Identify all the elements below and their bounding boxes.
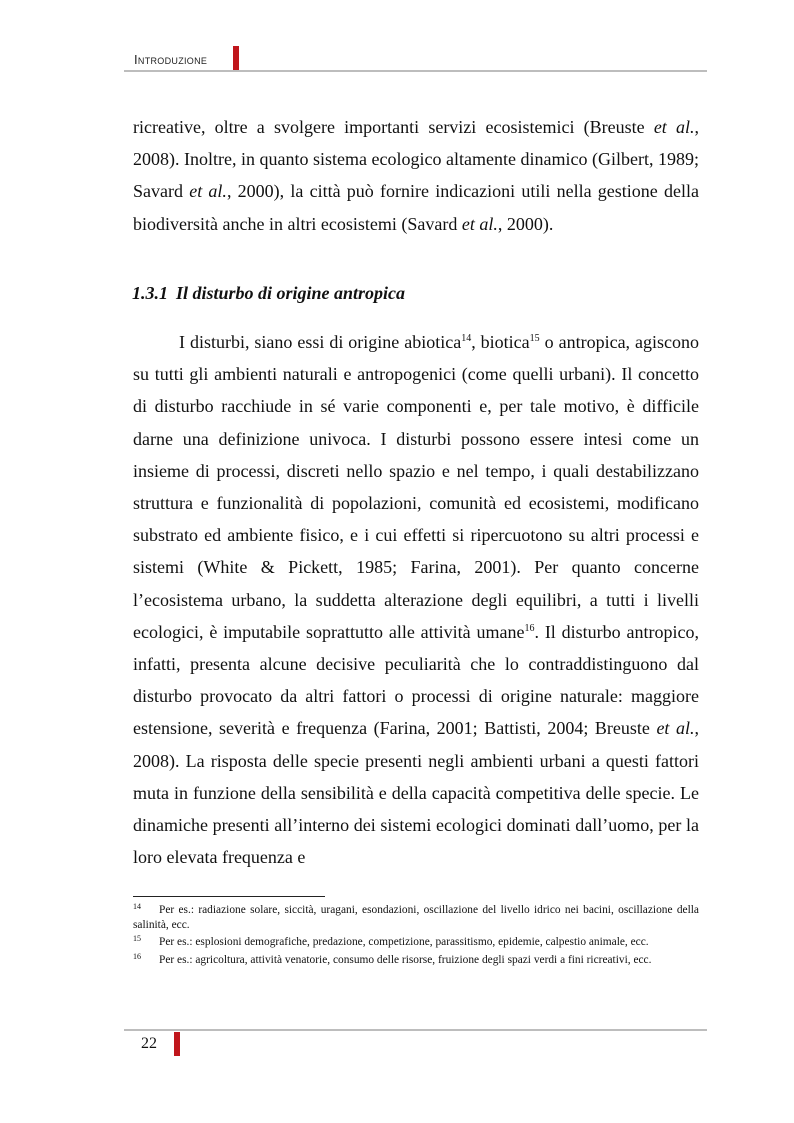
- header-accent-bar: [233, 46, 239, 70]
- footnote-item: [133, 953, 699, 968]
- section-title: Il disturbo di origine antropica: [176, 283, 406, 303]
- footnote-ref-16[interactable]: 16: [524, 622, 535, 634]
- footnote-mark: 16: [133, 951, 141, 961]
- footnote-mark: 15: [133, 934, 141, 944]
- footer-rule: [124, 1029, 707, 1031]
- footer-accent-bar: [174, 1032, 180, 1056]
- footnote-item: [133, 903, 699, 933]
- header-rule: [124, 70, 707, 72]
- footnote-item: [133, 935, 699, 950]
- page-number: 22: [141, 1035, 157, 1052]
- footnote-mark: 14: [133, 902, 141, 911]
- footnote-text: Per es.: agricoltura, attività venatorie, consumo delle risorse, fruizione degli spazi verdi a fini ricreativi, ecc.: [159, 953, 652, 966]
- body-paragraph-1: ricreative, oltre a svolgere importanti servizi ecosistemici (Breuste et al., 2008). Inoltre, in quanto sistema ecologico altamente dinamico (Gilbert, 1989; Savard et al., 2000), la città può fornire indicazioni utili nella gestione della biodiversità anche in altri ecosistemi (Savard et al., 2000).: [133, 117, 699, 234]
- running-header: Introduzione: [134, 52, 208, 67]
- footnote-text: Per es.: radiazione solare, siccità, uragani, esondazioni, oscillazione del livello idrico nei bacini, oscillazione della salinità, ecc.: [133, 904, 699, 932]
- body-paragraph-2: I disturbi, siano essi di origine abiotica$^{14}$, biotica$^{15}$ o antropica, agiscono su tutti gli ambienti naturali e antropogenici (come quelli urbani). Il concetto di disturbo racchiude in sé varie componenti e, per tale motivo, è difficile darne una definizione univoca. I disturbi possono essere intesi come un insieme di processi, discreti nello spazio e nel tempo, i quali destabilizzano struttura e funzionalità di popolazioni, comunità ed ecosistemi, modificano substrato ed ambiente fisico, e i cui effetti si ripercuotono su altri processi e sistemi (White & Pickett, 1985; Farina, 2001). Per quanto concerne l’ecosistema urbano, la suddetta alterazione degli equilibri, a tutti i livelli ecologici, è imputabile soprattutto alle attività umane$^{16}$. Il disturbo antropico, infatti, presenta alcune decisive peculiarità che lo contraddistinguono dal disturbo provocato da altri fattori o processi di origine naturale: maggiore estensione, severità e frequenza (Farina, 2001; Battisti, 2004; Breuste et al., 2008). La risposta delle specie presenti negli ambienti urbani a questi fattori muta in funzione della sensibilità e della capacità competitiva delle specie. Le dinamiche presenti all’interno dei sistemi ecologici dominati dall’uomo, per la loro elevata frequenza e: [133, 332, 700, 868]
- footnotes: [133, 903, 699, 970]
- section-number: 1.3.1: [132, 283, 168, 303]
- footnote-text: Per es.: esplosioni demografiche, predazione, competizione, parassitismo, epidemie, calpestio animale, ecc.: [159, 936, 649, 949]
- footnote-ref-14[interactable]: 14: [461, 333, 472, 344]
- footnote-separator: [133, 896, 325, 897]
- footnote-ref-15[interactable]: 15: [529, 333, 540, 344]
- section-heading: [132, 283, 405, 304]
